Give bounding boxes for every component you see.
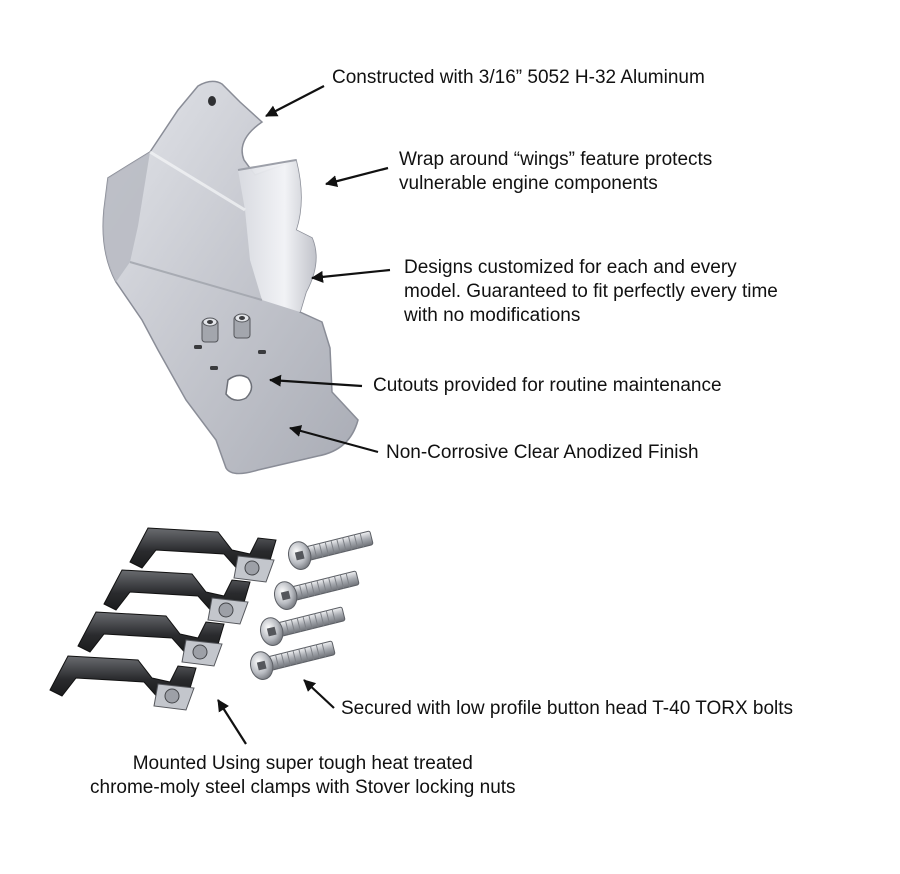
callout-cutouts [373,374,722,398]
callout-wings [399,148,712,196]
callout-fit-line-2: model. Guaranteed to fit perfectly every time [404,281,778,302]
arrow-bolts [304,680,334,708]
maintenance-cutout [226,375,252,400]
callout-clamps-line-1: Mounted Using super tough heat treated [132,753,473,774]
steel-clamps [50,528,276,710]
callout-fit [404,256,778,328]
callout-bolts [341,697,793,721]
callout-wings-line-2: vulnerable engine components [399,173,658,194]
callout-finish [386,441,699,465]
callout-finish-text: Non-Corrosive Clear Anodized Finish [386,442,699,463]
callout-clamps-line-2: chrome-moly steel clamps with Stover locking nuts [90,777,516,798]
callout-material-text: Constructed with 3/16” 5052 H-32 Aluminum [332,67,705,88]
mounting-stud-left [202,318,218,342]
callout-fit-line-3: with no modifications [404,305,581,326]
callout-bolts-text: Secured with low profile button head T-40 TORX bolts [341,698,794,719]
callout-material [332,66,705,90]
callout-fit-line-1: Designs customized for each and every [404,257,737,278]
arrow-wings [326,168,388,184]
callout-cutouts-text: Cutouts provided for routine maintenance [373,375,722,396]
arrow-material [266,86,324,116]
callout-wings-line-1: Wrap around “wings” feature protects [399,149,713,170]
arrow-fit [312,270,390,278]
arrow-clamps [218,700,246,744]
mounting-stud-right [234,314,250,338]
callout-clamps [90,752,516,800]
